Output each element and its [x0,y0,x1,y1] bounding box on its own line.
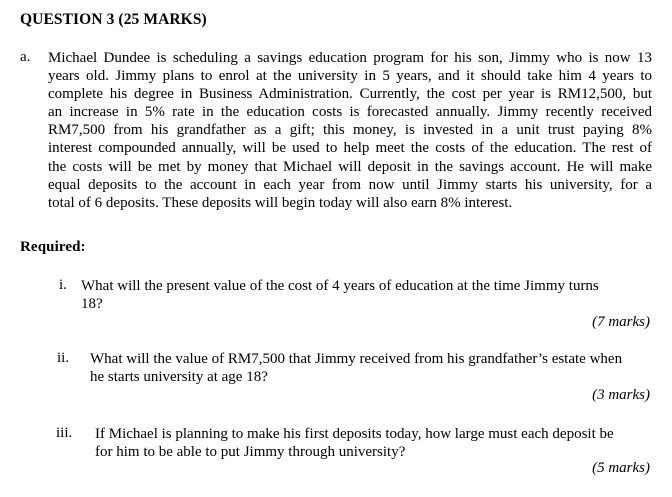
question-title: QUESTION 3 (25 MARKS) [20,11,207,28]
paragraph-line: RM7,500 from his grandfather as a gift; this money, is invested in a unit trust paying 8% [48,122,652,139]
item-iii-marks: (5 marks) [592,460,650,476]
paragraph-line: years old. Jimmy plans to enrol at the university in 5 years, and it should take him 4 years to [48,68,652,85]
question-line: 18? [81,296,103,312]
paragraph-line: the costs will be met by money that Michael will deposit in the savings account. He will make [48,158,652,175]
item-ii-marks: (3 marks) [592,387,650,403]
paragraph-line: equal deposits to the account in each year from now until Jimmy starts his university, for a [48,176,652,193]
item-iii-question [95,425,652,461]
item-i-question [81,277,649,313]
part-a-paragraph [48,49,652,212]
paragraph-line: total of 6 deposits. These deposits will begin today will also earn 8% interest. [48,194,513,211]
question-line: If Michael is planning to make his first deposits today, how large must each deposit be [95,426,614,442]
item-i-label: i. [59,277,67,293]
item-iii-label: iii. [56,425,73,441]
paragraph-line: complete his degree in Business Administration. Currently, the cost per year is RM12,500, but [48,86,652,103]
question-line: What will the present value of the cost of 4 years of education at the time Jimmy turns [81,278,599,294]
item-i-marks: (7 marks) [592,314,650,330]
item-ii-label: ii. [57,350,70,366]
paragraph-line: an increase in 5% rate in the education costs is forecasted annually. Jimmy recently received [48,104,652,121]
required-heading: Required: [20,239,86,255]
item-ii-question [90,350,652,386]
question-line: What will the value of RM7,500 that Jimmy received from his grandfather’s estate when [90,351,623,367]
paragraph-line: interest compounded annually, will be used to help meet the costs of the education. The rest of [48,140,652,157]
part-a-label: a. [20,49,31,65]
question-line: he starts university at age 18? [90,369,268,385]
question-line: for him to be able to put Jimmy through university? [95,444,406,460]
paragraph-line: Michael Dundee is scheduling a savings education program for his son, Jimmy who is now 13 [48,50,652,66]
